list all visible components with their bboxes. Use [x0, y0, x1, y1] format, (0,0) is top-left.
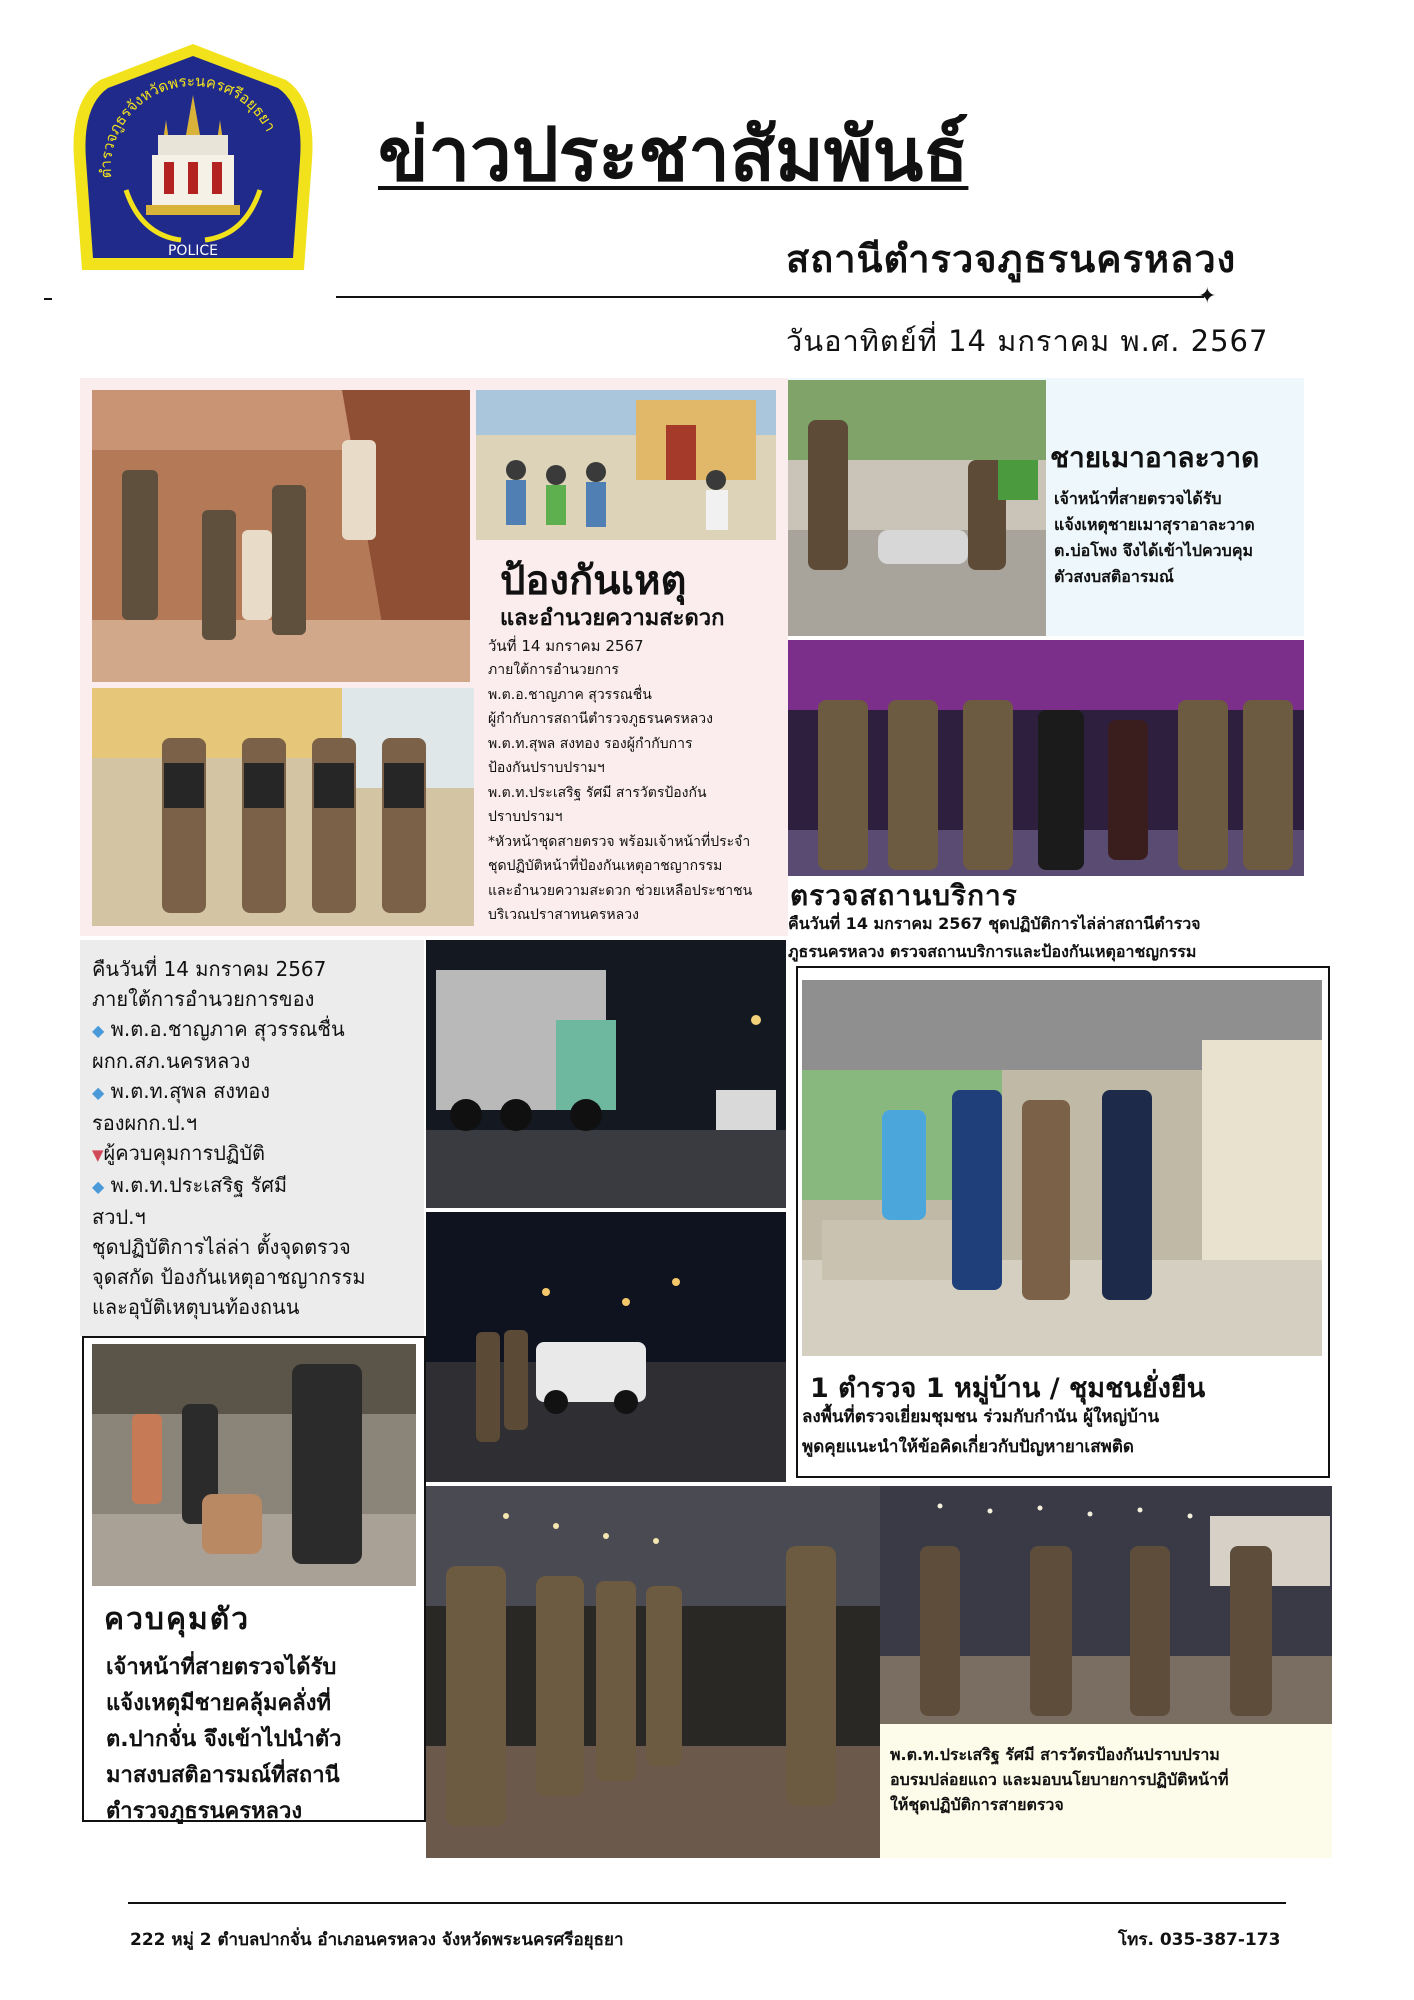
blue-diamond-icon: ◆ [92, 1021, 105, 1040]
custody-title: ควบคุมตัว [104, 1602, 251, 1637]
night-line-10: ชุดปฏิบัติการไล่ล่า ตั้งจุดตรวจ จุดสกัด ป้องกันเหตุอาชญากรรม และอุบัติเหตุบนท้องถนน [92, 1235, 366, 1319]
blue-diamond-icon: ◆ [92, 1177, 105, 1196]
blue-diamond-icon: ◆ [92, 1083, 105, 1102]
photo-entertainment-venue [788, 640, 1304, 876]
photo-community-visit [802, 980, 1322, 1356]
night-line-7: ▼ผู้ควบคุมการปฏิบัติ [92, 1141, 266, 1165]
prevention-body: ภายใต้การอำนวยการ พ.ต.อ.ชาญภาค สุวรรณชื่น ผู้กำกับการสถานีตำรวจภูธรนครหลวง พ.ต.ท.สุพล สงทอง รองผู้กำกับการ ป้องกันปราบปรามฯ พ.ต.ท.ประเสริฐ รัศมี สารวัตรป้องกัน ปราบปรามฯ *หัวหน้าชุดสายตรวจ พร้อมเจ้าหน้าที่ประจำ ชุดปฏิบัติหน้าที่ป้องกันเหตุอาชญากรรม และอำนวยความสะดวก ช่วยเหลือประชาชน บริเวณปราสาทนครหลวง [488, 662, 753, 923]
custody-body: เจ้าหน้าที่สายตรวจได้รับ แจ้งเหตุมีชายคลุ้มคลั่งที่ ต.ปากจั่น จึงเข้าไปนำตัว มาสงบสติอารมณ์ที่สถานี ตำรวจภูธรนครหลวง [106, 1655, 342, 1824]
drunk-body: เจ้าหน้าที่สายตรวจได้รับ แจ้งเหตุชายเมาสุราอาละวาด ต.บ่อโพง จึงได้เข้าไปควบคุม ตัวสงบสติอารมณ์ [1054, 489, 1255, 586]
photo-temple-stairs [92, 390, 470, 682]
service-body: คืนวันที่ 14 มกราคม 2567 ชุดปฏิบัติการไล่ล่าสถานีตำรวจ ภูธรนครหลวง ตรวจสถานบริการและป้องกันเหตุอาชญกรรม [788, 914, 1201, 961]
header-date: วันอาทิตย์ที่ 14 มกราคม พ.ศ. 2567 [786, 324, 1269, 358]
night-line-9: สวป.ฯ [92, 1205, 146, 1229]
drunk-title: ชายเมาอาละวาด [1050, 441, 1260, 474]
footer-address: 222 หมู่ 2 ตำบลปากจั่น อำเภอนครหลวง จังหวัดพระนครศรีอยุธยา [130, 1930, 624, 1950]
night-line-8: ◆ พ.ต.ท.ประเสริฐ รัศมี [92, 1173, 288, 1197]
police-logo [66, 40, 320, 280]
page-title: ข่าวประชาสัมพันธ์ [378, 112, 969, 198]
logo-ring-text: ตำรวจภูธรจังหวัดพระนครศรีอยุธยา [96, 71, 280, 179]
photo-briefing-officers [880, 1486, 1332, 1724]
station-name: สถานีตำรวจภูธรนครหลวง [786, 237, 1237, 281]
photo-custody [92, 1344, 416, 1586]
small-dash [44, 298, 52, 300]
logo-badge-text: POLICE [167, 243, 219, 259]
photo-briefing-line [426, 1486, 880, 1858]
night-line-3: ◆ พ.ต.อ.ชาญภาค สุวรรณชื่น [92, 1017, 345, 1041]
night-line-6: รองผกก.ป.ฯ [92, 1111, 198, 1135]
footer-divider [128, 1902, 1286, 1904]
briefing-body: พ.ต.ท.ประเสริฐ รัศมี สารวัตรป้องกันปราบปราม อบรมปล่อยแถว และมอบนโยบายการปฏิบัติหน้าที่ ให้ชุดปฏิบัติการสายตรวจ [890, 1745, 1229, 1814]
photo-drunk-man [788, 380, 1046, 636]
community-body: ลงพื้นที่ตรวจเยี่ยมชุมชน ร่วมกับกำนัน ผู้ใหญ่บ้าน พูดคุยแนะนำให้ข้อคิดเกี่ยวกับปัญหายาเสพติด [802, 1407, 1160, 1457]
night-line-4: ผกก.สภ.นครหลวง [92, 1049, 251, 1073]
photo-night-truck [426, 940, 786, 1208]
header-divider [336, 296, 1204, 298]
prevention-title: ป้องกันเหตุ [500, 558, 687, 604]
photo-night-pickup [426, 1212, 786, 1482]
photo-crowd [476, 390, 776, 540]
community-title: 1 ตำรวจ 1 หมู่บ้าน / ชุมชนยั่งยืน [810, 1373, 1206, 1404]
footer-phone: โทร. 035-387-173 [1118, 1930, 1281, 1950]
night-line-5: ◆ พ.ต.ท.สุพล สงทอง [92, 1079, 271, 1103]
photo-officers-temple [92, 688, 474, 926]
red-triangle-icon: ▼ [92, 1146, 104, 1164]
night-line-1: คืนวันที่ 14 มกราคม 2567 [92, 957, 327, 981]
service-title: ตรวจสถานบริการ [790, 879, 1018, 912]
prevention-subtitle: และอำนวยความสะดวก [500, 606, 725, 631]
night-line-2: ภายใต้การอำนวยการของ [92, 987, 315, 1011]
night-text [92, 954, 422, 1322]
sparkle-icon: ✦ [1198, 284, 1217, 309]
prevention-date: วันที่ 14 มกราคม 2567 [488, 637, 644, 655]
